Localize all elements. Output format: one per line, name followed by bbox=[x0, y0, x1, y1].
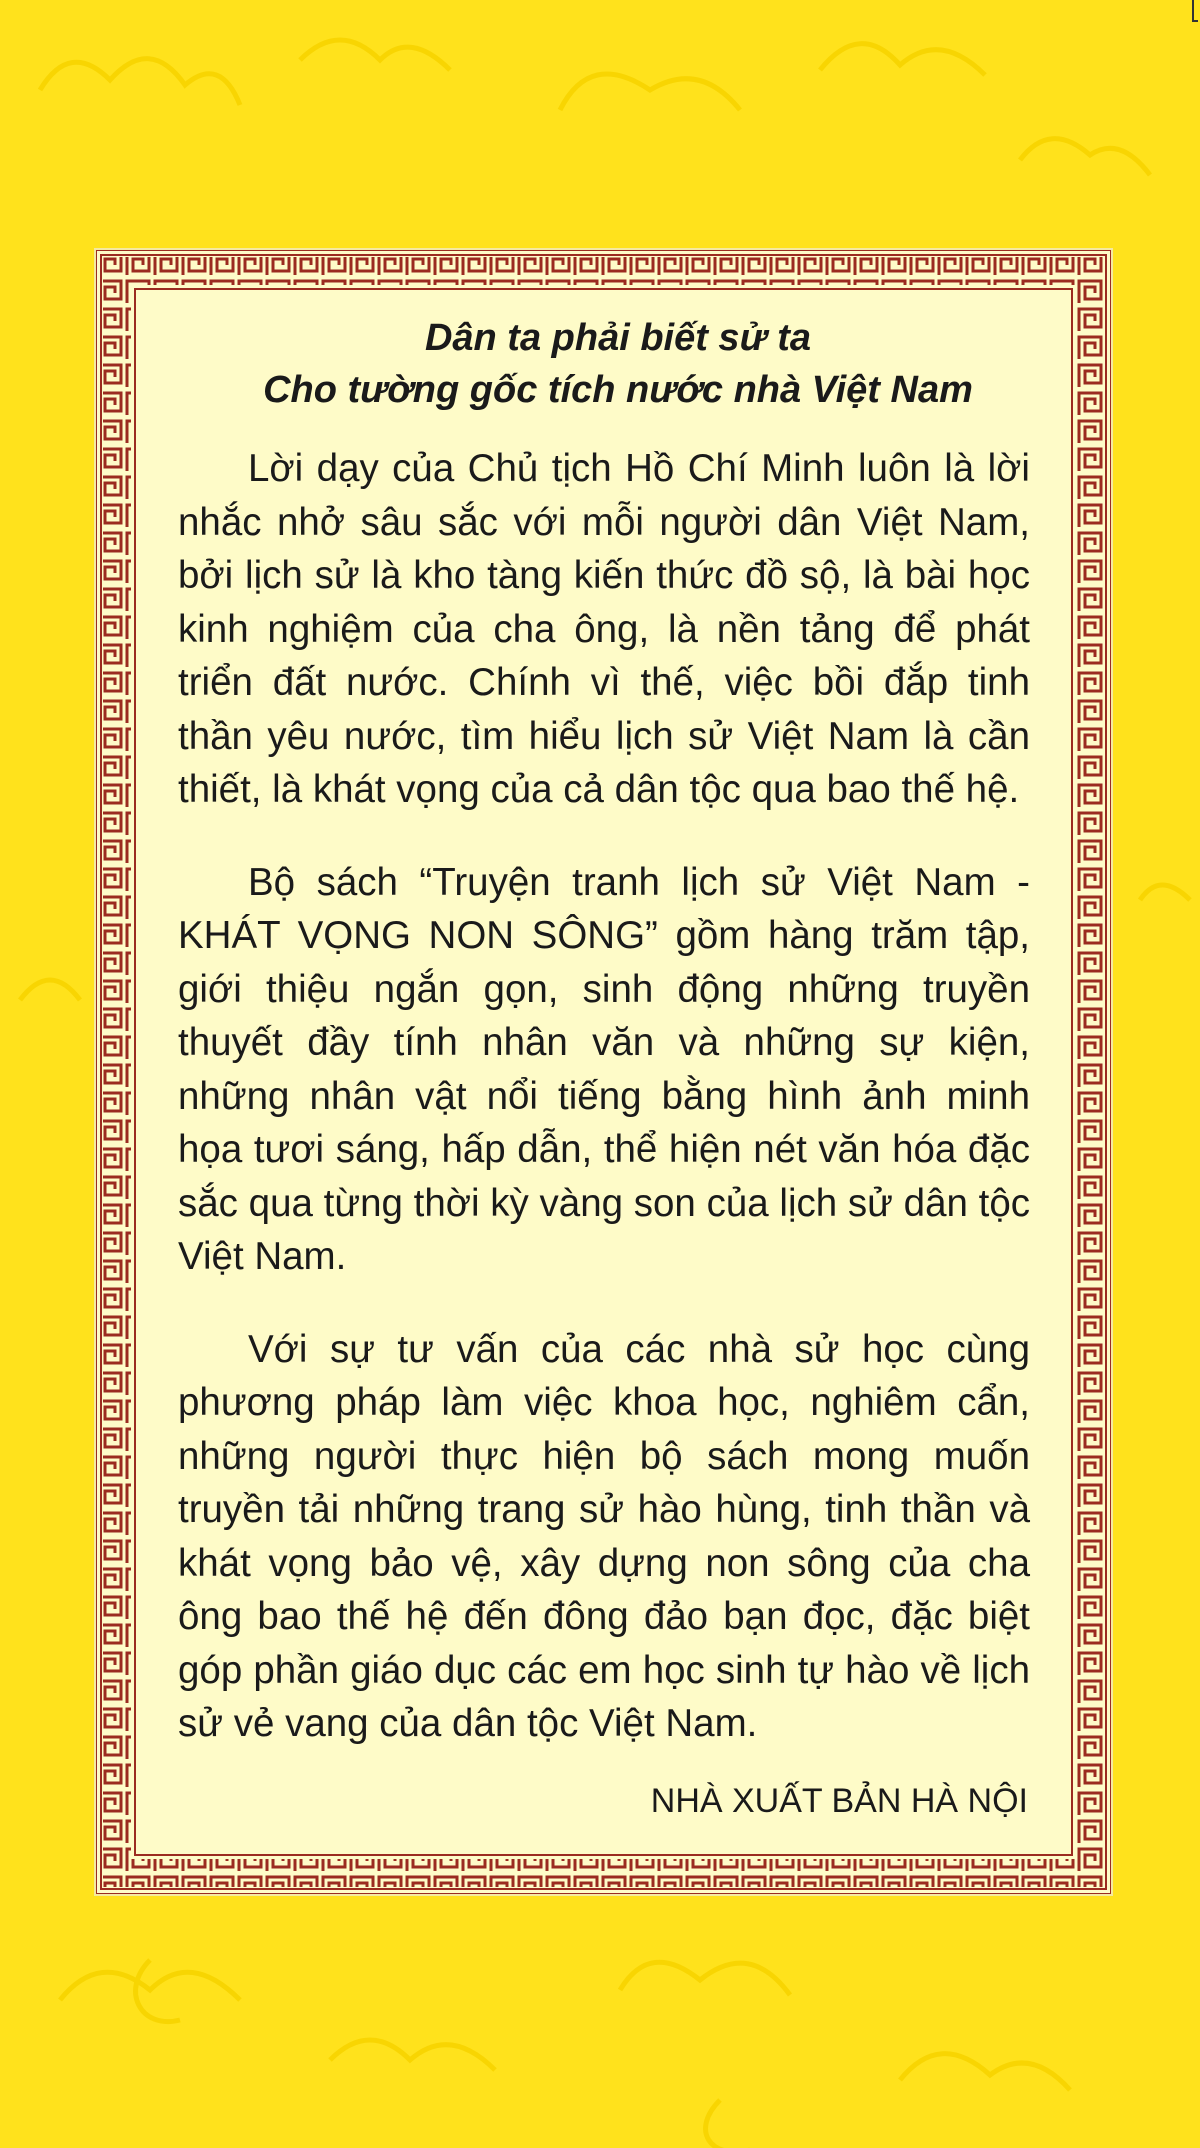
slogan-line-2: Cho tường gốc tích nước nhà Việt Nam bbox=[263, 369, 973, 411]
document-body bbox=[178, 312, 1030, 1825]
slogan-line-1: Dân ta phải biết sử ta bbox=[424, 317, 812, 359]
paragraph-1: Lời dạy của Chủ tịch Hồ Chí Minh luôn là lời nhắc nhở sâu sắc với mỗi người dân Việt Nam, bởi lịch sử là kho tàng kiến thức đồ sộ, là bài học kinh nghiệm của cha ông, là nền tảng để phát triển đất nước. Chính vì thế, việc bồi đắp tinh thần yêu nước, tìm hiểu lịch sử Việt Nam là cần thiết, là khát vọng của cả dân tộc qua bao thế hệ. bbox=[178, 447, 1030, 811]
publisher-signature: NHÀ XUẤT BẢN HÀ NỘI bbox=[650, 1781, 1028, 1820]
paragraph-2: Bộ sách “Truyện tranh lịch sử Việt Nam - KHÁT VỌNG NON SÔNG” gồm hàng trăm tập, giới thiệu ngắn gọn, sinh động những truyền thuyết đầy tính nhân văn và những sự kiện, những nhân vật nổi tiếng bằng hình ảnh minh họa tươi sáng, hấp dẫn, thể hiện nét văn hóa đặc sắc qua từng thời kỳ vàng son của lịch sử dân tộc Việt Nam. bbox=[178, 860, 1030, 1278]
content-panel bbox=[96, 250, 1111, 1894]
corner-crop-mark bbox=[1192, 0, 1198, 22]
paragraph-3: Với sự tư vấn của các nhà sử học cùng phương pháp làm việc khoa học, nghiêm cẩn, những người thực hiện bộ sách mong muốn truyền tải những trang sử hào hùng, tinh thần và khát vọng bảo vệ, xây dựng non sông của cha ông bao thế hệ đến đông đảo bạn đọc, đặc biệt góp phần giáo dục các em học sinh tự hào về lịch sử vẻ vang của dân tộc Việt Nam. bbox=[178, 1327, 1030, 1745]
